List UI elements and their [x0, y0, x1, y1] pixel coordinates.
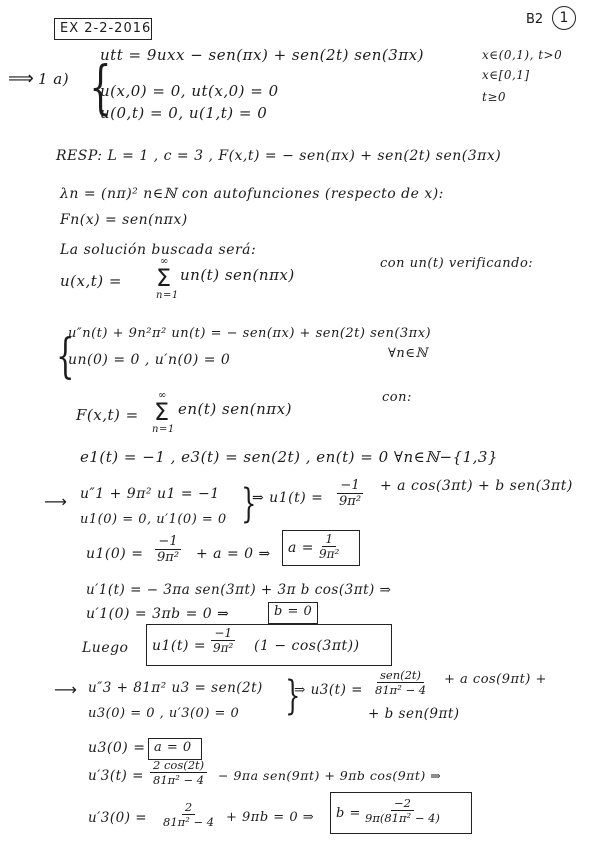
case3-ic2-den: 81π² − 4	[163, 815, 215, 829]
ode-equation: u″n(t) + 9n²π² un(t) = − sen(πx) + sen(2t) sen(3πx)	[68, 326, 432, 341]
boundary-condition: u(0,t) = 0, u(1,t) = 0	[100, 104, 268, 122]
case1-sol-rhs: + a cos(3πt) + b sen(3πt)	[380, 478, 573, 494]
case1-sol-den: 9π²	[339, 494, 362, 509]
case1-arrow-icon: ⟶	[44, 492, 67, 511]
case1-derivative: u′1(t) = − 3πa sen(3πt) + 3π b cos(3πt) ⇒	[86, 582, 392, 598]
solution-intro: La solución buscada será:	[60, 242, 257, 258]
case1-ic1-frac	[154, 534, 182, 565]
a-result-frac	[316, 532, 342, 561]
case1-sol-lhs: ⇒ u1(t) =	[252, 490, 324, 506]
page-code: B2	[526, 12, 544, 27]
case3-ic2-rhs: + 9πb = 0 ⇒	[226, 810, 315, 825]
case3-b-frac	[362, 796, 443, 825]
final-lhs: u1(t) =	[152, 638, 207, 654]
case3-ic: u3(0) = 0 , u′3(0) = 0	[88, 706, 240, 721]
case1-ic1-rhs: + a = 0 ⇒	[196, 546, 271, 562]
system-brace-icon: {	[89, 53, 112, 121]
series-note: con un(t) verificando:	[380, 256, 534, 271]
ode-system-brace-icon: {	[56, 328, 75, 384]
pde-equation: utt = 9uxx − sen(πx) + sen(2t) sen(3πx)	[100, 46, 424, 64]
initial-domain: x∈[0,1]	[482, 68, 530, 82]
coefficients-line: e1(t) = −1 , e3(t) = sen(2t) , en(t) = 0 ∀n∈ℕ−{1,3}	[80, 448, 498, 466]
case3-deriv-lhs: u′3(t) =	[88, 768, 144, 784]
initial-condition: u(x,0) = 0, ut(x,0) = 0	[100, 82, 279, 100]
double-arrow-icon: ⟹	[8, 68, 34, 89]
forcing-lhs: F(x,t) =	[76, 406, 139, 424]
case1-ic1-lhs: u1(0) =	[86, 546, 144, 562]
case1-ic1-num: −1	[155, 534, 180, 550]
eigenfunctions-line: Fn(x) = sen(nπx)	[60, 212, 188, 228]
sum2-icon: Σ	[154, 398, 170, 426]
case3-deriv-den: 81π² − 4	[153, 773, 205, 787]
forcing-rhs: en(t) sen(nπx)	[178, 400, 292, 418]
case1-sol-frac	[336, 478, 364, 509]
b-result: b = 0	[274, 604, 313, 619]
eigenvalues-line: λn = (nπ)² n∈ℕ con autofunciones (respecto de x):	[60, 186, 444, 202]
resp-line: RESP: L = 1 , c = 3 , F(x,t) = − sen(πx) + sen(2t) sen(3πx)	[56, 148, 502, 164]
case3-deriv-num: 2 cos(2t)	[150, 758, 207, 773]
luego-label: Luego	[82, 640, 129, 656]
forcing-note: con:	[382, 390, 412, 405]
case3-brace-icon: }	[285, 673, 301, 719]
final-num: −1	[211, 626, 235, 641]
ode-conditions: un(0) = 0 , u′n(0) = 0	[68, 352, 231, 368]
pde-domain: x∈(0,1), t>0	[482, 48, 563, 62]
series-rhs: un(t) sen(nπx)	[180, 266, 295, 284]
case1-ic: u1(0) = 0, u′1(0) = 0	[80, 512, 227, 527]
exam-label: EX 2-2-2016	[60, 21, 152, 36]
case3-sol-den: 81π² − 4	[375, 683, 427, 697]
case3-sol-rhs: + a cos(9πt) +	[444, 672, 547, 687]
problem-label: 1 a)	[38, 70, 70, 88]
case3-sol-rhs2: + b sen(9πt)	[368, 706, 460, 722]
final-frac	[210, 626, 236, 655]
case3-ode: u″3 + 81π² u3 = sen(2t)	[88, 680, 263, 696]
a-result-num: 1	[322, 532, 336, 547]
series-lhs: u(x,t) =	[60, 272, 122, 290]
case3-a-result: a = 0	[154, 740, 192, 755]
a-result-lhs: a =	[288, 540, 315, 556]
case3-ic2-lhs: u′3(0) =	[88, 810, 148, 826]
final-den: 9π²	[213, 641, 234, 655]
case1-ic1-den: 9π²	[157, 550, 180, 565]
case1-ode: u″1 + 9π² u1 = −1	[80, 486, 220, 502]
sum-bottom: n=1	[156, 290, 179, 301]
ode-quantifier: ∀n∈ℕ	[388, 346, 428, 361]
a-result-den: 9π²	[319, 547, 340, 561]
case1-sol-num: −1	[337, 478, 362, 494]
case3-ic2-frac	[160, 800, 217, 829]
case3-arrow-icon: ⟶	[54, 680, 77, 699]
case3-ic2-num: 2	[182, 800, 195, 815]
case3-deriv-frac	[150, 758, 207, 787]
sum-top: ∞	[160, 256, 169, 267]
case3-sol-frac	[372, 668, 429, 697]
case3-sol-num: sen(2t)	[377, 668, 424, 683]
boundary-domain: t≥0	[482, 90, 507, 104]
case3-b-den: 9π(81π² − 4)	[365, 811, 440, 825]
page-number: 1	[552, 6, 576, 30]
sum-icon: Σ	[156, 264, 172, 292]
case3-b-lhs: b =	[336, 806, 361, 821]
sum2-bottom: n=1	[152, 424, 175, 435]
case3-b-num: −2	[391, 796, 414, 811]
case3-sol-lhs: ⇒ u3(t) =	[294, 682, 363, 698]
case1-brace-icon: }	[241, 481, 257, 527]
case1-ic2: u′1(0) = 3πb = 0 ⇒	[86, 606, 230, 622]
sum2-top: ∞	[158, 390, 167, 401]
final-rhs: (1 − cos(3πt))	[254, 638, 360, 654]
case3-ic1: u3(0) =	[88, 740, 146, 756]
case3-deriv-rhs: − 9πa sen(9πt) + 9πb cos(9πt) ⇒	[218, 768, 442, 783]
